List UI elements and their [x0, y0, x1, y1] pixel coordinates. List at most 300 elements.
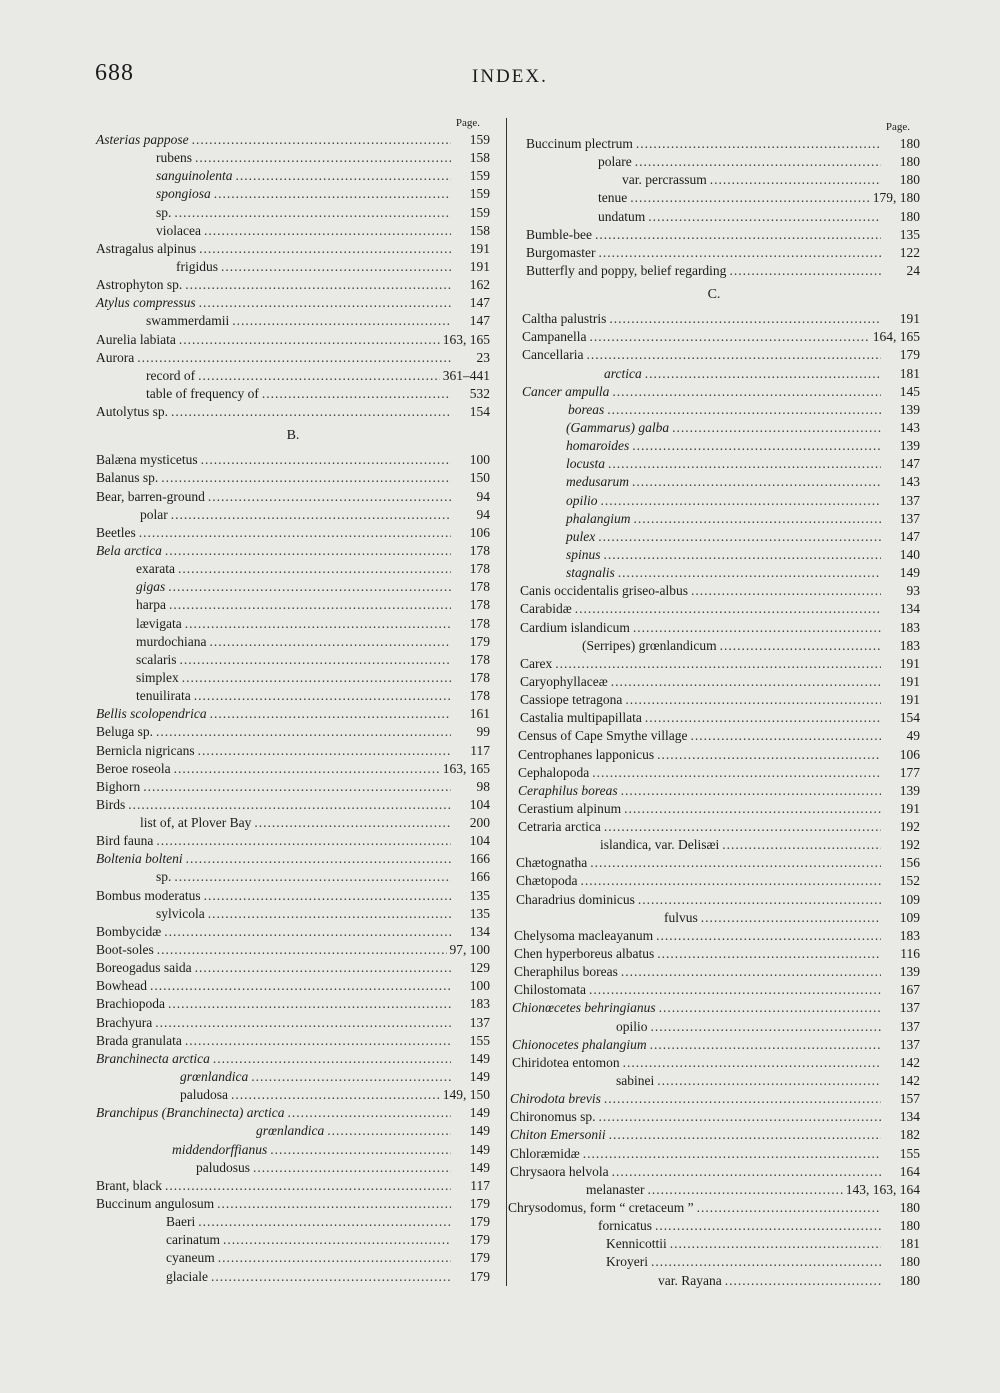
entry-term: stagnalis	[566, 565, 615, 581]
entry-page-number: 158	[469, 150, 490, 166]
entry-term: spinus	[566, 546, 601, 562]
index-entry	[508, 383, 920, 401]
index-entry	[96, 651, 490, 669]
entry-page-number: 179	[469, 1196, 490, 1212]
entry-term: Chelysoma macleayanum	[514, 927, 654, 943]
index-entry	[508, 1072, 920, 1090]
entry-page-number: 154	[899, 710, 920, 726]
index-entry	[508, 262, 920, 280]
index-entry	[508, 153, 920, 171]
entry-page-number: 109	[899, 891, 920, 907]
entry-page-number: 109	[899, 909, 920, 925]
entry-page-number: 140	[899, 546, 920, 562]
index-entry	[508, 419, 920, 437]
index-entry	[96, 1086, 490, 1104]
entry-page-number: 178	[469, 561, 490, 577]
dot-leader	[169, 596, 451, 614]
entry-page-number: 129	[469, 960, 490, 976]
dot-leader	[624, 800, 881, 818]
dot-leader	[262, 385, 451, 403]
entry-term: glaciale	[166, 1268, 208, 1284]
entry-page-number: 24	[906, 262, 920, 278]
index-entry	[508, 455, 920, 473]
entry-page-number: 183	[899, 637, 920, 653]
dot-leader	[253, 1159, 451, 1177]
entry-term: (Gammarus) galba	[566, 419, 670, 435]
entry-term: sanguinolenta	[156, 168, 233, 184]
index-entry	[96, 615, 490, 633]
dot-leader	[156, 832, 451, 850]
dot-leader	[657, 945, 881, 963]
entry-term: melanaster	[586, 1181, 645, 1197]
entry-term: Brachyura	[96, 1014, 153, 1030]
index-entry	[508, 437, 920, 455]
page-column-header: Page.	[455, 117, 480, 129]
entry-page-number: 104	[469, 833, 490, 849]
dot-leader	[555, 655, 881, 673]
index-entry	[96, 167, 490, 185]
entry-term: Charadrius dominicus	[516, 891, 635, 907]
entry-term: Brada granulata	[96, 1032, 182, 1048]
index-entry	[508, 836, 920, 854]
entry-page-number: 137	[899, 1036, 920, 1052]
entry-term: Ceraphilus boreas	[518, 782, 618, 798]
entry-term: polar	[140, 506, 168, 522]
dot-leader	[171, 506, 451, 524]
entry-term: opilio	[566, 492, 598, 508]
index-entry	[96, 506, 490, 524]
index-entry	[96, 1104, 490, 1122]
dot-leader	[633, 619, 881, 637]
index-entry	[96, 1195, 490, 1213]
entry-page-number: 137	[899, 1018, 920, 1034]
entry-term: grœnlandica	[180, 1069, 249, 1085]
entry-page-number: 137	[469, 1014, 490, 1030]
dot-leader	[182, 669, 451, 687]
dot-leader	[168, 995, 451, 1013]
dot-leader	[218, 1249, 451, 1267]
entry-page-number: 149	[469, 1069, 490, 1085]
dot-leader	[601, 492, 881, 510]
index-entry	[508, 492, 920, 510]
dot-leader	[143, 778, 451, 796]
entry-term: Atylus compressus	[96, 295, 196, 311]
entry-term: sp.	[156, 869, 172, 885]
entry-term: lævigata	[136, 615, 182, 631]
entry-page-number: 49	[906, 728, 920, 744]
entry-term: paludosa	[180, 1087, 228, 1103]
dot-leader	[697, 1199, 881, 1217]
index-entry	[96, 367, 490, 385]
index-entry	[508, 891, 920, 909]
dot-leader	[139, 524, 451, 542]
entry-page-number: 178	[469, 651, 490, 667]
entry-page-number: 97, 100	[449, 942, 490, 958]
entry-term: Birds	[96, 796, 126, 812]
entry-term: scalaris	[136, 651, 177, 667]
index-entry	[508, 1054, 920, 1072]
entry-page-number: 94	[476, 488, 490, 504]
entry-term: Canis occidentalis griseo-albus	[520, 583, 688, 599]
dot-leader	[254, 814, 451, 832]
index-entry	[508, 637, 920, 655]
index-entry	[96, 488, 490, 506]
dot-leader	[583, 1145, 881, 1163]
index-entry	[96, 1268, 490, 1286]
entry-term: var. percrassum	[622, 172, 707, 188]
entry-term: sylvicola	[156, 905, 205, 921]
index-entry	[508, 473, 920, 491]
dot-leader	[185, 615, 451, 633]
dot-leader	[589, 328, 869, 346]
index-entry	[508, 208, 920, 226]
entry-term: Aurelia labiata	[96, 331, 176, 347]
dot-leader	[164, 923, 451, 941]
index-entry	[96, 349, 490, 367]
entry-page-number: 180	[899, 1218, 920, 1234]
entry-page-number: 191	[899, 655, 920, 671]
entry-page-number: 149	[469, 1105, 490, 1121]
index-entry	[96, 403, 490, 421]
entry-page-number: 179	[469, 633, 490, 649]
entry-page-number: 179	[469, 1214, 490, 1230]
index-entry	[96, 258, 490, 276]
entry-term: Butterfly and poppy, belief regarding	[526, 262, 727, 278]
index-entry	[508, 727, 920, 745]
index-entry	[508, 927, 920, 945]
dot-leader	[223, 1231, 451, 1249]
entry-page-number: 177	[899, 764, 920, 780]
entry-term: Brant, black	[96, 1177, 162, 1193]
dot-leader	[194, 687, 451, 705]
entry-term: Bombycidæ	[96, 923, 162, 939]
entry-term: tenuilirata	[136, 688, 191, 704]
index-entry	[508, 365, 920, 383]
entry-page-number: 178	[469, 669, 490, 685]
entry-page-number: 191	[469, 240, 490, 256]
entry-page-number: 145	[899, 383, 920, 399]
dot-leader	[595, 226, 881, 244]
entry-term: grœnlandica	[256, 1123, 325, 1139]
dot-leader	[204, 222, 451, 240]
dot-leader	[720, 637, 881, 655]
index-entry	[508, 528, 920, 546]
entry-term: Chætognatha	[516, 855, 588, 871]
entry-page-number: 191	[899, 673, 920, 689]
entry-term: Cetraria arctica	[518, 819, 601, 835]
index-entry	[508, 226, 920, 244]
dot-leader	[128, 796, 451, 814]
entry-page-number: 178	[469, 542, 490, 558]
entry-term: Census of Cape Smythe village	[518, 728, 688, 744]
entry-term: Bowhead	[96, 978, 147, 994]
entry-page-number: 179	[899, 347, 920, 363]
entry-term: (Serripes) grœnlandicum	[582, 637, 717, 653]
index-entry	[96, 1159, 490, 1177]
dot-leader	[701, 909, 881, 927]
index-entry	[508, 691, 920, 709]
dot-leader	[287, 1104, 451, 1122]
entry-term: Asterias pappose	[96, 132, 189, 147]
dot-leader	[179, 331, 440, 349]
entry-page-number: 155	[469, 1032, 490, 1048]
entry-page-number: 139	[899, 782, 920, 798]
index-entry	[508, 546, 920, 564]
dot-leader	[156, 723, 451, 741]
entry-term: spongiosa	[156, 186, 211, 202]
entry-term: Balæna mysticetus	[96, 452, 198, 468]
entry-page-number: 106	[899, 746, 920, 762]
entry-term: Bird fauna	[96, 833, 154, 849]
dot-leader	[645, 365, 881, 383]
entry-term: Bighorn	[96, 778, 141, 794]
dot-leader	[209, 633, 451, 651]
entry-term: Balanus sp.	[96, 470, 159, 486]
index-entry	[96, 1141, 490, 1159]
entry-page-number: 106	[469, 524, 490, 540]
dot-leader	[609, 310, 881, 328]
entry-page-number: 147	[469, 313, 490, 329]
entry-page-number: 167	[899, 982, 920, 998]
index-entry	[508, 1235, 920, 1253]
dot-leader	[625, 691, 881, 709]
index-entry	[508, 746, 920, 764]
entry-term: Chiridotea entomon	[512, 1054, 620, 1070]
index-entry	[508, 1163, 920, 1181]
dot-leader	[648, 208, 881, 226]
index-entry	[96, 723, 490, 741]
index-entry	[96, 149, 490, 167]
dot-leader	[657, 746, 881, 764]
section-letter: B.	[286, 428, 300, 444]
index-entry	[96, 1249, 490, 1267]
index-entry	[508, 945, 920, 963]
index-entry	[508, 244, 920, 262]
index-entry	[96, 705, 490, 723]
entry-page-number: 164	[899, 1163, 920, 1179]
entry-term: Caryophyllaceæ	[520, 673, 608, 689]
index-entry	[508, 171, 920, 189]
entry-term: list of, at Plover Bay	[140, 815, 252, 831]
entry-term: Chionocetes phalangium	[512, 1036, 647, 1052]
index-entry	[508, 999, 920, 1017]
index-entry	[96, 868, 490, 886]
entry-page-number: 182	[899, 1127, 920, 1143]
page-number: 688	[95, 60, 134, 86]
entry-page-number: 183	[899, 927, 920, 943]
entry-term: phalangium	[566, 510, 631, 526]
dot-leader	[604, 546, 881, 564]
index-entry	[508, 135, 920, 153]
index-entry	[96, 596, 490, 614]
index-entry	[508, 854, 920, 872]
entry-page-number: 100	[469, 978, 490, 994]
entry-term: Bernicla nigricans	[96, 742, 195, 758]
entry-page-number: 149	[469, 1123, 490, 1139]
entry-page-number: 179	[469, 1232, 490, 1248]
dot-leader	[599, 244, 882, 262]
entry-page-number: 143	[899, 474, 920, 490]
entry-page-number: 116	[900, 946, 920, 962]
dot-leader	[327, 1122, 451, 1140]
dot-leader	[612, 383, 881, 401]
index-entry	[508, 189, 920, 207]
dot-leader	[575, 600, 881, 618]
entry-term: Branchinecta arctica	[96, 1050, 210, 1066]
dot-leader	[608, 455, 881, 473]
dot-leader	[171, 403, 451, 421]
index-entry	[96, 850, 490, 868]
entry-term: Branchipus (Branchinecta) arctica	[96, 1105, 285, 1121]
entry-page-number: 179	[469, 1268, 490, 1284]
entry-page-number: 142	[899, 1073, 920, 1089]
entry-page-number: 134	[899, 601, 920, 617]
index-entry	[508, 582, 920, 600]
index-entry	[508, 1108, 920, 1126]
entry-term: violacea	[156, 222, 201, 238]
entry-term: var. Rayana	[658, 1272, 722, 1288]
entry-page-number: 191	[899, 311, 920, 327]
entry-page-number: 180	[899, 154, 920, 170]
entry-term: Astrophyton sp.	[96, 277, 183, 293]
page-column-header: Page.	[885, 121, 910, 133]
dot-leader	[651, 1253, 881, 1271]
index-entry	[508, 782, 920, 800]
dot-leader	[650, 1036, 881, 1054]
index-entry	[508, 310, 920, 328]
entry-term: Cancer ampulla	[522, 383, 610, 399]
dot-leader	[221, 258, 451, 276]
index-entry	[96, 669, 490, 687]
dot-leader	[155, 1014, 451, 1032]
entry-term: medusarum	[566, 474, 629, 490]
entry-page-number: 143, 163, 164	[845, 1181, 920, 1197]
entry-page-number: 152	[899, 873, 920, 889]
index-entry	[96, 905, 490, 923]
entry-term: middendorffianus	[172, 1141, 268, 1157]
dot-leader	[670, 1235, 881, 1253]
dot-leader	[607, 401, 881, 419]
entry-term: fornicatus	[598, 1218, 652, 1234]
dot-leader	[604, 1090, 881, 1108]
dot-leader	[612, 1163, 881, 1181]
index-column-right	[508, 120, 920, 1290]
entry-term: Burgomaster	[526, 244, 596, 260]
entry-page-number: 191	[469, 258, 490, 274]
index-entry	[96, 1231, 490, 1249]
index-entry	[96, 1014, 490, 1032]
entry-page-number: 163, 165	[442, 760, 490, 776]
entry-term: Chironomus sp.	[510, 1109, 596, 1125]
dot-leader	[231, 1086, 440, 1104]
dot-leader	[609, 1126, 881, 1144]
entry-page-number: 166	[469, 851, 490, 867]
dot-leader	[198, 742, 451, 760]
entry-term: paludosus	[196, 1159, 250, 1175]
index-entry	[508, 655, 920, 673]
entry-page-number: 134	[899, 1109, 920, 1125]
entry-term: Boltenia bolteni	[96, 851, 183, 867]
entry-term: gigas	[136, 579, 166, 595]
entry-term: Bombus moderatus	[96, 887, 201, 903]
dot-leader	[204, 887, 451, 905]
index-entry	[96, 887, 490, 905]
index-entry	[508, 564, 920, 582]
entry-page-number: 147	[899, 456, 920, 472]
entry-term: tenue	[598, 190, 628, 206]
dot-leader	[729, 262, 881, 280]
dot-leader	[618, 564, 881, 582]
entry-page-number: 361–441	[442, 367, 490, 383]
dot-leader	[192, 131, 451, 149]
entry-page-number: 200	[469, 815, 490, 831]
entry-page-number: 139	[899, 401, 920, 417]
index-entry	[508, 981, 920, 999]
entry-page-number: 178	[469, 615, 490, 631]
entry-page-number: 180	[899, 172, 920, 188]
dot-leader	[213, 1050, 451, 1068]
dot-leader	[168, 578, 451, 596]
index-entry	[508, 963, 920, 981]
index-entry	[508, 619, 920, 637]
entry-page-number: 532	[469, 385, 490, 401]
entry-term: Boot-soles	[96, 942, 154, 958]
dot-leader	[710, 171, 881, 189]
entry-page-number: 158	[469, 222, 490, 238]
entry-term: Buccinum angulosum	[96, 1196, 215, 1212]
entry-term: Beetles	[96, 524, 136, 540]
dot-leader	[178, 560, 451, 578]
entry-term: Kennicottii	[606, 1236, 667, 1252]
entry-page-number: 99	[476, 724, 490, 740]
index-entry	[96, 276, 490, 294]
entry-page-number: 142	[899, 1054, 920, 1070]
dot-leader	[208, 905, 451, 923]
entry-page-number: 178	[469, 597, 490, 613]
column-divider	[506, 118, 507, 1286]
index-entry	[508, 328, 920, 346]
entry-term: Cancellaria	[522, 347, 584, 363]
index-entry	[96, 524, 490, 542]
entry-term: Cephalopoda	[518, 764, 590, 780]
index-entry	[508, 1126, 920, 1144]
entry-term: Chætopoda	[516, 873, 578, 889]
entry-term: Bellis scolopendrica	[96, 706, 207, 722]
entry-page-number: 149	[469, 1159, 490, 1175]
dot-leader	[214, 185, 451, 203]
entry-page-number: 162	[469, 277, 490, 293]
index-entry	[96, 814, 490, 832]
dot-leader	[150, 977, 451, 995]
dot-leader	[655, 1217, 881, 1235]
entry-term: polare	[598, 154, 632, 170]
entry-term: Beluga sp.	[96, 724, 153, 740]
entry-term: opilio	[616, 1018, 648, 1034]
entry-page-number: 183	[469, 996, 490, 1012]
dot-leader	[634, 510, 881, 528]
dot-leader	[621, 963, 881, 981]
dot-leader	[174, 868, 451, 886]
dot-leader	[270, 1141, 451, 1159]
dot-leader	[201, 451, 451, 469]
index-entry	[96, 796, 490, 814]
dot-leader	[621, 782, 881, 800]
entry-term: sp.	[156, 204, 172, 220]
entry-page-number: 161	[469, 706, 490, 722]
index-entry	[96, 578, 490, 596]
entry-page-number: 159	[469, 186, 490, 202]
index-entry	[508, 600, 920, 618]
